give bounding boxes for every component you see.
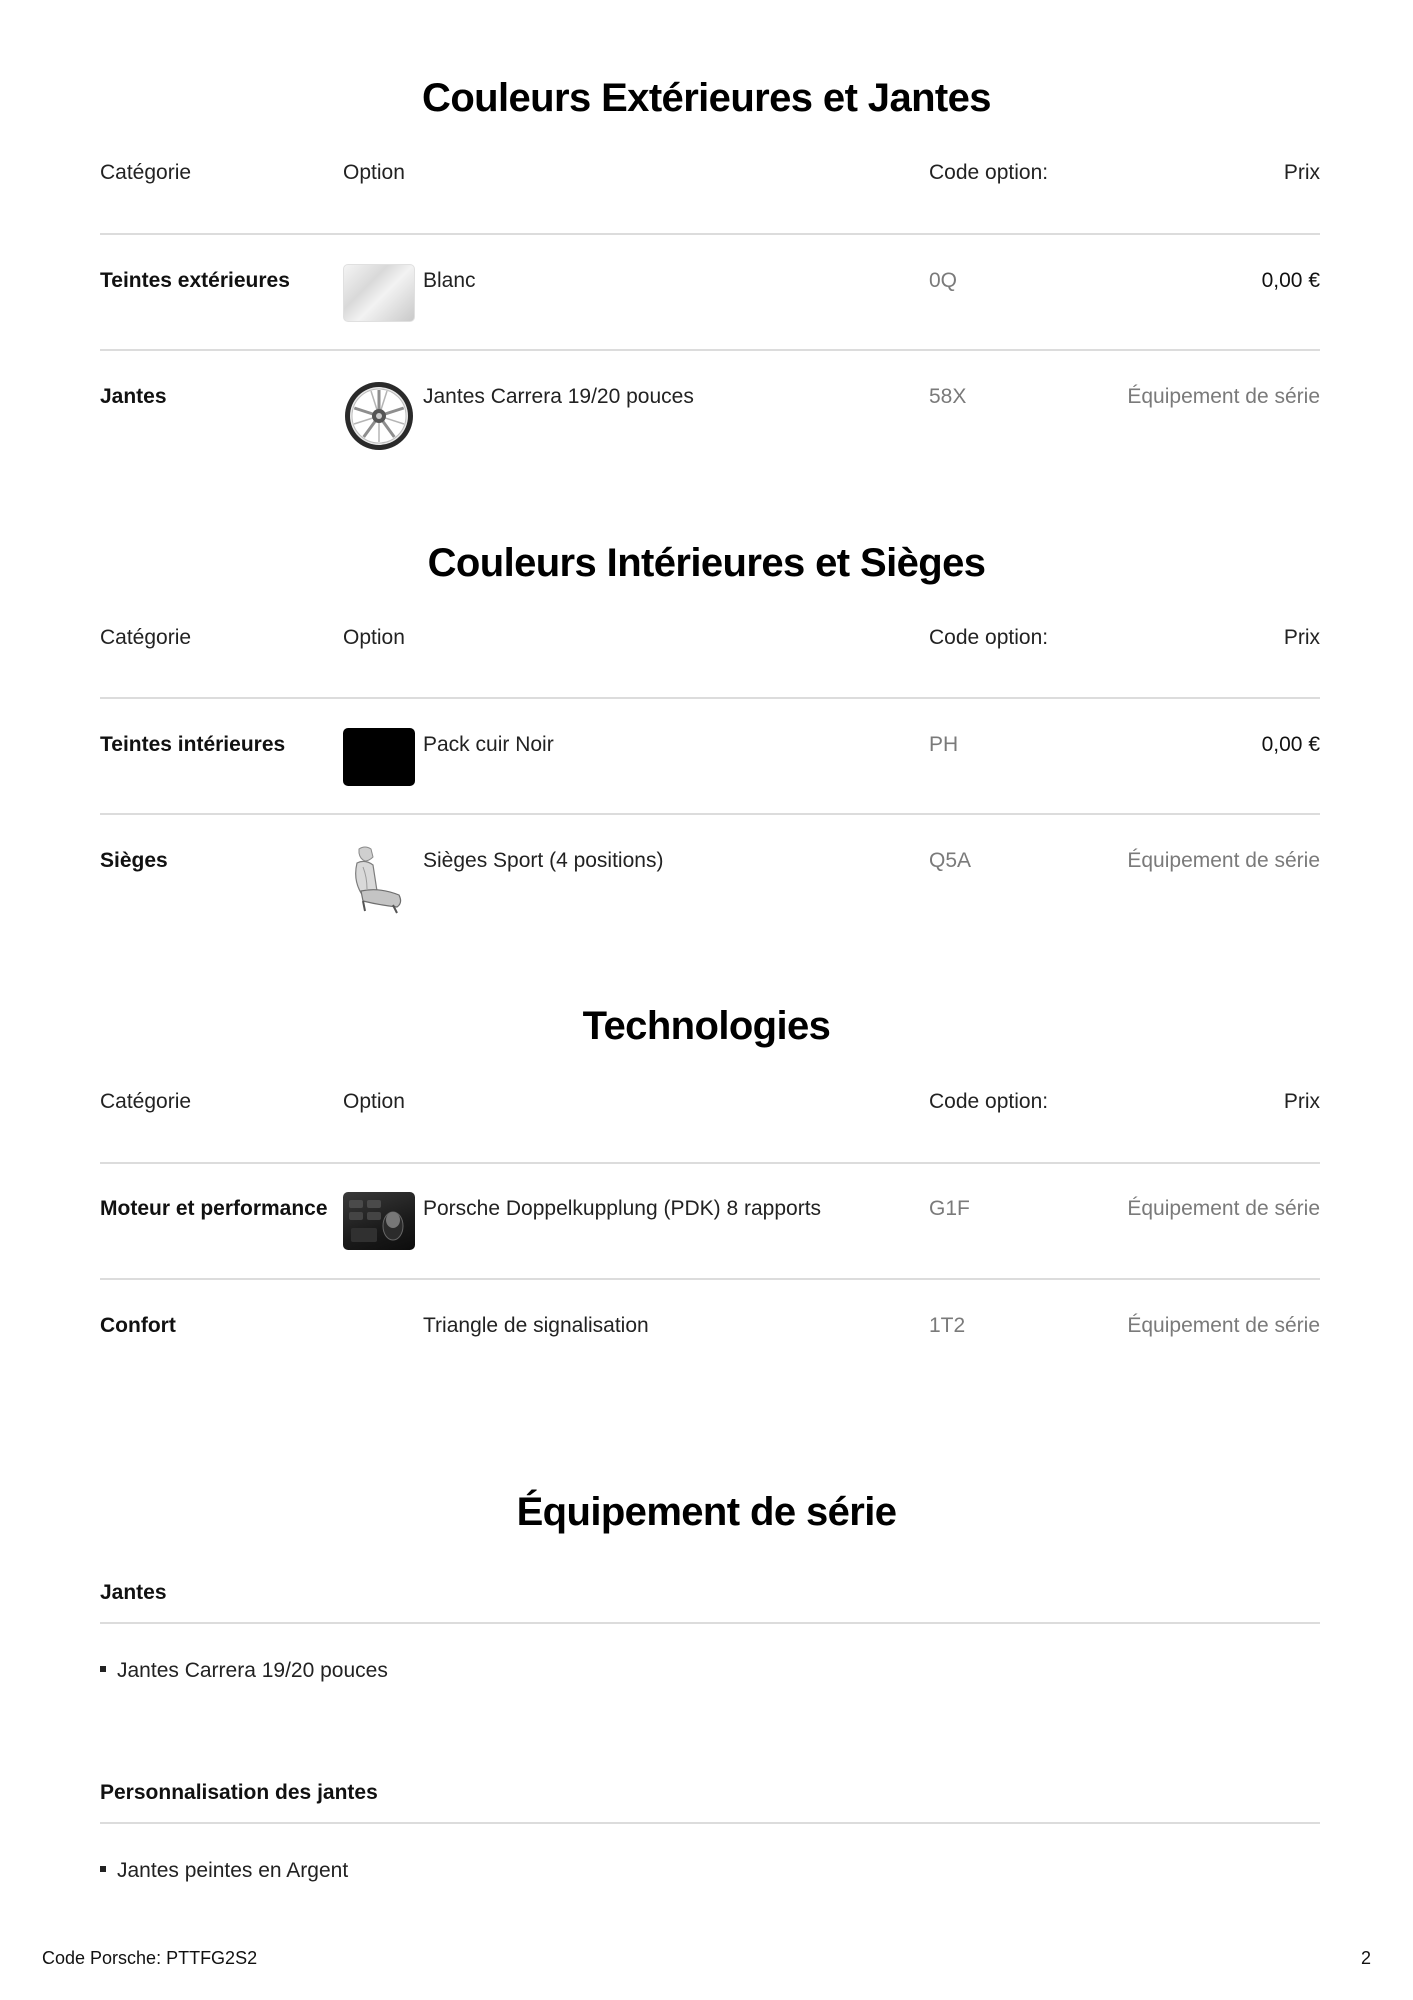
list-item-text: Jantes peintes en Argent (117, 1859, 349, 1882)
row-category: Jantes (100, 385, 167, 408)
bullet-icon (100, 1666, 106, 1672)
row-code: PH (929, 733, 959, 756)
row-price: 0,00 € (1261, 269, 1320, 292)
divider (100, 697, 1320, 699)
row-code: Q5A (929, 849, 972, 872)
wheel-icon (343, 380, 415, 452)
row-code: G1F (929, 1197, 970, 1220)
page-number: 2 (1360, 1948, 1371, 1968)
list-item (100, 1659, 388, 1683)
row-option: Pack cuir Noir (423, 733, 554, 756)
row-option: Sièges Sport (4 positions) (423, 849, 664, 872)
row-category: Teintes extérieures (100, 269, 290, 292)
header-category: Catégorie (100, 161, 192, 184)
row-price: Équipement de série (1127, 849, 1320, 872)
white-paint-swatch (343, 264, 415, 322)
divider (100, 813, 1320, 815)
row-category: Moteur et performance (100, 1197, 328, 1220)
row-price: Équipement de série (1127, 385, 1320, 408)
header-option: Option (343, 626, 405, 649)
divider (100, 349, 1320, 351)
divider (100, 1278, 1320, 1280)
divider (100, 233, 1320, 235)
divider (100, 1822, 1320, 1824)
equipment-group-heading: Jantes (100, 1581, 167, 1604)
row-category: Sièges (100, 849, 168, 872)
porsche-code-label: Code Porsche: PTTFG2S2 (42, 1948, 258, 1968)
list-item (100, 1859, 348, 1883)
row-code: 0Q (929, 269, 958, 292)
header-code: Code option: (929, 626, 1049, 649)
divider (100, 1162, 1320, 1164)
seat-icon (343, 843, 415, 915)
list-item-text: Jantes Carrera 19/20 pouces (117, 1659, 388, 1682)
row-option: Jantes Carrera 19/20 pouces (423, 385, 694, 408)
row-code: 58X (929, 385, 967, 408)
row-option: Porsche Doppelkupplung (PDK) 8 rapports (423, 1197, 822, 1220)
row-category: Confort (100, 1314, 176, 1337)
section-title-standard-equipment: Équipement de série (516, 1490, 897, 1534)
section-title-interior: Couleurs Intérieures et Sièges (427, 541, 986, 585)
header-code: Code option: (929, 1090, 1049, 1113)
header-category: Catégorie (100, 1090, 192, 1113)
header-code: Code option: (929, 161, 1049, 184)
section-title-exterior: Couleurs Extérieures et Jantes (422, 76, 991, 120)
row-price: Équipement de série (1127, 1314, 1320, 1337)
header-option: Option (343, 1090, 405, 1113)
row-category: Teintes intérieures (100, 733, 286, 756)
black-leather-swatch (343, 728, 415, 786)
header-price: Prix (1283, 161, 1320, 184)
section-title-technologies: Technologies (582, 1004, 831, 1048)
equipment-group-heading: Personnalisation des jantes (100, 1781, 378, 1804)
header-category: Catégorie (100, 626, 192, 649)
divider (100, 1622, 1320, 1624)
header-price: Prix (1283, 1090, 1320, 1113)
row-price: 0,00 € (1261, 733, 1320, 756)
header-option: Option (343, 161, 405, 184)
header-price: Prix (1283, 626, 1320, 649)
gear-shifter-icon (343, 1192, 415, 1250)
row-option: Blanc (423, 269, 476, 292)
row-price: Équipement de série (1127, 1197, 1320, 1220)
bullet-icon (100, 1866, 106, 1872)
row-option: Triangle de signalisation (423, 1314, 649, 1337)
row-code: 1T2 (929, 1314, 966, 1337)
